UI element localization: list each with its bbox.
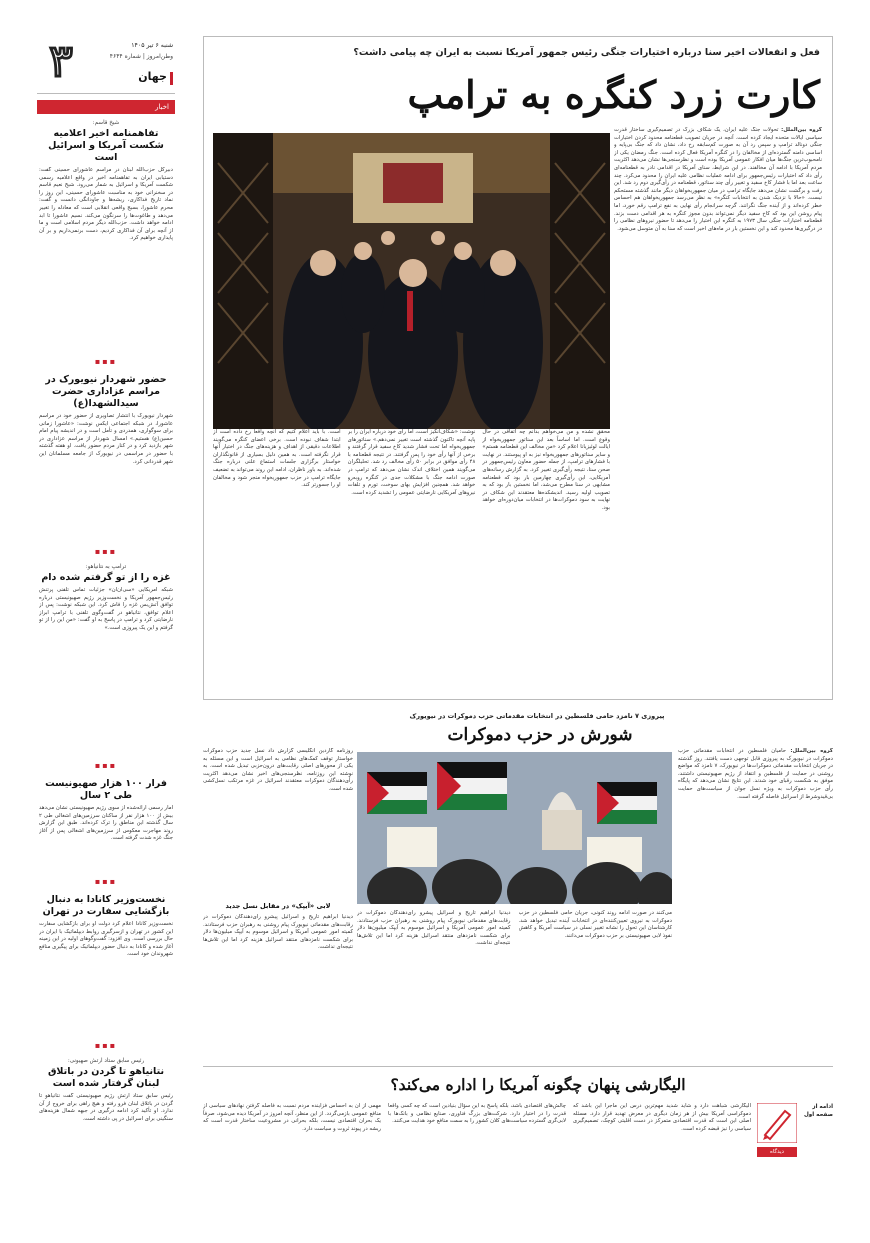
capitol-photo [213,133,610,429]
mid-story-body [678,748,833,1048]
story-headline[interactable]: کارت زرد کنگره به ترامپ [407,72,820,117]
news-body: شبکه آمریکایی «سی‌ان‌ان» جزئیات تماس تلفنی پرتنش رئیس‌جمهور آمریکا و نخست‌وزیر رژیم صهیونیستی درباره توافق آتش‌بس غزه را فاش کرد. این شبکه نوشت: پس از اعلام توافق، نتانیاهو در گفت‌وگوی تلفنی با ترامپ ابراز نارضایتی کرد و ترامپ در پاسخ به او گفت: «من این را از تو گرفتم و این یک پیروزی است.» [39,587,173,631]
divider: ▪▪▪ [94,761,118,770]
news-item[interactable] [37,888,175,1039]
news-body: شهردار نیویورک با انتشار تصاویری از حضور خود در مراسم عاشورا، در شبکه اجتماعی ایکس نوشت: «عاشورا زمانی برای سوگواری، همدردی و تأمل است و در اندیشه پیام امام حسین(ع) هستیم.» امسال شهردار از مراسم عزاداری در شهر بازدید کرد و در کنار مردم حضور یافت. او هفته گذشته با حضور در مراسمی در نیویورک از جامعه مسلمانان این شهر قدردانی کرد. [39,413,173,465]
story-column: دیدنیا ابراهیم تاریخ و اسرائیل پیشرو رأی‌دهندگان دموکرات در رقابت‌های مقدماتی نیویورک پیام روشنی به رهبران حزب فرستادند. کمیته امور عمومی آمریکا و اسرائیل موسوم به آیپک میلیون‌ها دلار برای شکست نامزدهای منتقد اسرائیل هزینه کرد اما این تلاش‌ها نتیجه‌ای نداشت. [203,914,353,951]
divider: ▪▪▪ [94,357,118,366]
news-tab[interactable]: اخبار [37,100,175,114]
story-column: است. با باید اعلام کنیم که آنچه واقعاً رخ داده است از ابتدا شفاف نبوده است. برخی اعضای کنگره می‌گویند اطلاعات دقیقی از اهداف و هزینه‌های جنگ در اختیار آنها قرار نگرفته است. به همین دلیل بسیاری از قانونگذاران خواستار برگزاری جلسات استماع علنی درباره جنگ شده‌اند. به باور ناظران، ادامه این روند می‌تواند به تضعیف جایگاه ترامپ در حزب جمهوریخواه منجر شود و مخالفان او را جسورتر کند. [212,429,341,489]
news-item[interactable] [37,558,175,759]
story-column: روزنامه گاردین انگلیسی گزارش داد نسل جدید حزب دموکرات خواستار توقف کمک‌های نظامی به اسرائیل است و این مسئله به یکی از محورهای اصلی رقابت‌های درون‌حزبی تبدیل شده است. به نوشته این روزنامه، نظرسنجی‌های اخیر نشان می‌دهد اکثریت رأی‌دهندگان دموکرات معتقدند اسرائیل در غزه مرتکب نسل‌کشی شده است. [203,748,353,792]
protest-photo [357,752,672,904]
news-item[interactable] [37,772,175,875]
news-title[interactable]: نخست‌وزیر کانادا به دنبال بازگشایی سفارت در تهران [42,894,170,917]
section-title: جهان [138,70,167,83]
news-kicker: رئیس سابق ستاد ارتش صهیونی: [67,1058,145,1064]
lead-label: گروه بین‌الملل: [790,748,833,754]
news-body: رئیس سابق ستاد ارتش رژیم صهیونیستی گفت نتانیاهو تا گردن در باتلاق لبنان فرو رفته و هیچ راهی برای خروج از آن ندارد. او تأکید کرد ادامه درگیری در جبهه شمال هزینه‌های سنگینی برای اسرائیل در پی داشته است. [39,1093,173,1122]
page-header [37,36,175,94]
news-title[interactable]: نتانیاهو تا گردن در باتلاق لبنان گرفتار شده است [47,1066,165,1089]
news-kicker: ترامپ به نتانیاهو: [85,564,127,570]
news-item[interactable] [37,114,175,355]
divider: ▪▪▪ [94,1041,118,1050]
opinion-tag: دیدگاه [757,1147,797,1157]
lead-label: گروه بین‌الملل: [781,127,822,133]
story-column: دیدنیا ابراهیم تاریخ و اسرائیل پیشرو رأی‌دهندگان دموکرات در رقابت‌های مقدماتی نیویورک پیام روشنی به رهبران حزب فرستادند. کمیته امور عمومی آمریکا و اسرائیل موسوم به آیپک میلیون‌ها دلار برای شکست نامزدهای منتقد اسرائیل هزینه کرد اما این تلاش‌ها نتیجه‌ای نداشت. [357,910,511,947]
news-title[interactable]: غزه را از تو گرفتم شده دام [41,572,171,583]
story-body [614,127,822,692]
sub-headline: لابی «آیپک» در مقابل نسل جدید [225,902,331,910]
news-body: نخست‌وزیر کانادا اعلام کرد دولت او برای بازگشایی سفارت این کشور در تهران و ازسرگیری روابط دیپلماتیک با ایران در حال بررسی است. وی افزود: گفت‌وگوهای اولیه در این زمینه آغاز شده و کانادا به دنبال حضور دیپلماتیک برای پیگیری منافع شهروندان خود است. [39,921,173,958]
page-number: ۳ [49,36,73,87]
story-kicker: فعل و انفعالات اخیر سنا درباره اختیارات جنگی رئیس جمهور آمریکا نسبت به ایران چه پیامی داشت؟ [353,47,820,58]
story-column: مهمی از آن به احساس فزاینده مردم نسبت به فاصله گرفتن نهادهای سیاسی از منافع عمومی بازمی‌گردد. از این منظر، آنچه امروز در آمریکا دیده می‌شود، صرفاً یک بحران اقتصادی نیست، بلکه بحرانی در مشروعیت ساختار قدرت است که ریشه در پیوند ثروت و سیاست دارد. [203,1103,381,1132]
story-columns [213,429,610,694]
story-text: حامیان فلسطین در انتخابات مقدماتی حزب دموکرات در نیویورک به پیروزی قابل توجهی دست یافتند. روز گذشته در جریان انتخابات مقدماتی دموکرات‌ها در نیویورک، ۷ نامزد که مواضع روشنی در حمایت از فلسطین و انتقاد از رژیم صهیونیستی داشتند، موفق به شکست رقبای خود شدند. این نتایج نشان می‌دهد که پایگاه رأی حزب دموکرات به ویژه نسل جوان از سیاست‌های حمایت بی‌قیدوشرط از اسرائیل فاصله گرفته است. [678,748,833,800]
issue-date: شنبه ۶ تیر ۱۴۰۵ [131,42,173,49]
opinion-columns [203,1103,751,1207]
story-column: چالش‌های اقتصادی باشد، بلکه پاسخ به این سؤال بنیادین است که چه کسی واقعاً قدرت را در اختیار دارد. شرکت‌های بزرگ فناوری، صنایع نظامی و بانک‌ها با لابی‌گری گسترده سیاست‌های کلان کشور را به سمت منافع خود هدایت می‌کنند. [388,1103,566,1125]
story-text: تحولات جنگ علیه ایران، یک شکاف بزرگ در تصمیم‌گیری ساختار قدرت سیاسی ایالات متحده ایجاد کرده است. آنچه در جریان تصویب قطعنامه محدود کردن اختیارات جنگی دونالد ترامپ و سپس رد آن به صورت کم‌سابقه رخ داد، نشان داد که جنگ بی‌پایه و اساسی دامنه گسترده‌ای از مخالفان را در کنگره آمریکا فعال کرده است. جنگ رمضان یکی از نامحبوب‌ترین جنگ‌ها میان افکار عمومی آمریکا بوده است و نظرسنجی‌ها نشان می‌دهد اکثریت مردم آمریکا با ادامه آن مخالفند. در این شرایط، سنای آمریکا در اقدامی نادر به قطعنامه‌ای رأی داد که اختیارات رئیس‌جمهور برای ادامه عملیات نظامی علیه ایران را محدود می‌کرد. چند ساعت بعد اما با فشار کاخ سفید و تغییر رأی چند سناتور، قطعنامه در رأی‌گیری دوم رد شد. این رفت و برگشت نشان می‌دهد جایگاه ترامپ در میان جمهوریخواهان دیگر مانند گذشته مستحکم نیست. «حالا با نزدیک شدن به انتخابات کنگره» به نظر می‌رسد جمهوریخواهان هم احساس خطر کرده‌اند و از آینده جنگ نگرانند. گرچه سرانجام رأی نهایی به نفع ترامپ رقم خورد، اما پیام روشن این بود که کاخ سفید دیگر نمی‌تواند بدون مجوز کنگره به هر اقدامی دست بزند. قطعنامه اختیارات جنگی سال ۱۹۷۳ به کنگره این اختیار را می‌دهد تا حضور نیروهای نظامی را در درگیری‌ها محدود کند و این نخستین بار در ماه‌های اخیر است که سنا به آن متوسل می‌شود. [614,127,822,232]
news-body: آمار رسمی ارائه‌شده از سوی رژیم صهیونیستی نشان می‌دهد بیش از ۱۰۰ هزار نفر از ساکنان سرزمین‌های اشغالی طی ۲ سال گذشته این مناطق را ترک کرده‌اند. طبق این گزارش روند مهاجرت معکوس از سرزمین‌های اشغالی پس از آغاز جنگ غزه شدت گرفته است. [39,805,173,842]
news-item[interactable] [37,368,175,545]
news-body: دبیرکل حزب‌الله لبنان در مراسم عاشورای حسینی گفت: دستیابی ایران به تفاهمنامه اخیر در واقع اعلامیه رسمی شکست آمریکا و اسرائیل به شمار می‌رود. شیخ نعیم قاسم در سخنرانی خود به مناسبت عاشورای حسینی، این روز را نماد تاریخ فداکاری، ریشه‌ها و جاودانگی دانست و گفت: محرم عاشورا، بسیج واقعی انقلابی است که معادله را تغییر می‌دهد و طاغوت‌ها را سرنگون می‌کند. نسیم عاشورا تا ابد ادامه خواهد داشت. حزب‌الله دیگر مردم اسلامی است و ما از آنچه برای آن فداکاری کردیم، دست برنمی‌داریم و بر آن پایداری خواهیم کرد. [39,167,173,242]
continued-note: ادامه از صفحه اول [803,1104,833,1118]
divider: ▪▪▪ [94,547,118,556]
news-item[interactable] [37,1052,175,1183]
story-column: محقق نشده و من می‌خواهم بدانم چه اتفاقی در حال وقوع است. اما اساساً بعد این سناتور جمهوریخواه از ایالت لوئیزیانا اعلام کرد «من مخالف این قطعنامه هستم» و سایر سناتورهای جمهوریخواه نیز به او پیوستند. در نهایت با فشارهای ترامپ، از جمله حضور معاون رئیس‌جمهور در صحن سنا، نتیجه رأی‌گیری تغییر کرد. به گزارش رسانه‌های آمریکایی، این رأی‌گیری چهارمین بار بود که قطعنامه مشابهی در سنا مطرح می‌شد، اما نخستین بار بود که به تصویب اولیه رسید. اندیشکده‌ها معتقدند این شکاف در نهایت به سود دموکرات‌ها در انتخابات میان‌دوره‌ای خواهد بود. [482,429,610,511]
opinion-badge [757,1103,833,1207]
story-column: می‌کنند در صورت ادامه روند کنونی، جریان حامی فلسطین در حزب دموکرات به نیروی تعیین‌کننده‌ای در انتخابات آینده تبدیل خواهد شد. کارشناسان این تحول را نشانه تغییر نسلی در سیاست آمریکا و کاهش نفوذ لابی صهیونیستی بر حزب دموکرات می‌دانند. [518,910,672,939]
pen-icon [757,1103,797,1143]
news-title[interactable]: فرار ۱۰۰ هزار صهیونیست طی ۲ سال [45,778,167,801]
opinion-headline[interactable]: الیگارشی پنهان چگونه آمریکا را اداره می‌کند؟ [390,1075,686,1094]
issue-number: وطن‌امروز | شماره ۴۶۴۴ [109,53,173,60]
opinion-section [203,1066,833,1210]
photo-illustration [357,752,672,904]
mid-story-side [203,748,353,1048]
news-title[interactable]: تفاهمنامه اخیر اعلامیه شکست آمریکا و اسرائیل است [48,128,164,163]
mid-story-headline[interactable]: شورش در حزب دموکرات [447,725,633,745]
mid-story-kicker: پیروزی ۷ نامزد حامی فلسطین در انتخابات مقدماتی حزب دموکرات در نیویورک [409,712,665,720]
divider: ▪▪▪ [94,877,118,886]
section-marker [170,72,173,85]
mid-story-columns [357,910,672,1050]
news-kicker: شیخ قاسم: [92,120,120,126]
news-title[interactable]: حضور شهردار نیویورک در مراسم عزاداری حضرت سیدالشهدا(ع) [45,374,167,409]
top-story [203,36,833,700]
story-column: الیگارشی شباهت دارد و شاید شدید مهم‌ترین درس این ماجرا این باشد که دموکراسی آمریکا بیش از هر زمان دیگری در معرض تهدید قرار دارد. مسئله اصلی این است که قدرت اقتصادی متمرکز در دست اقلیتی کوچک، تصمیم‌گیری سیاسی را نیز قبضه کرده است. [573,1103,751,1132]
photo-illustration [213,133,610,429]
story-column: نوشت: «شکاف‌انگیز است، اما رأی خود درباره ایران را بر پایه آنچه تاکنون گذشته است تغییر نمی‌دهم.» سناتورهای جمهوریخواه اما تحت فشار شدید کاخ سفید قرار گرفتند و برخی از آنها رأی خود را پس گرفتند. در نتیجه قطعنامه با ۴۸ رأی موافق در برابر ۵۰ رأی مخالف رد شد. تحلیلگران می‌گویند همین اختلاف اندک نشان می‌دهد که ترامپ در صورت ادامه جنگ با مشکلات جدی در کنگره روبه‌رو خواهد شد. همچنین افزایش بهای سوخت، تورم و تلفات نیروهای آمریکایی نارضایتی عمومی را تشدید کرده است. [347,429,476,496]
news-sidebar [37,36,175,1206]
